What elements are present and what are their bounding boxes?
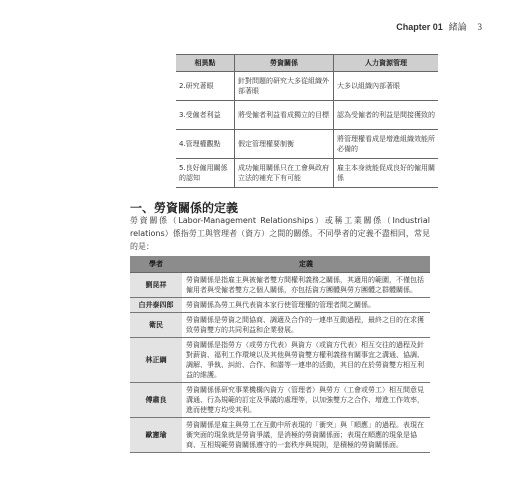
column-header: 人力資源管理 bbox=[334, 55, 439, 72]
column-header: 學者 bbox=[130, 256, 182, 273]
scholar-name: 林正綱 bbox=[130, 338, 182, 383]
intro-paragraph: 勞資關係（Labor-Management Relationships）或稱工業關係（Industrial relations）係指勞工與管理者（資方）之間的關係。不同學者的定義不盡相同，常見的是： bbox=[130, 216, 430, 251]
table-cell: 假定管理權要制衡 bbox=[235, 130, 334, 159]
table-row bbox=[130, 313, 430, 338]
column-header: 勞資關係 bbox=[235, 55, 334, 72]
page-number: 3 bbox=[477, 22, 482, 32]
table-cell: 雇主本身就能促成良好的僱用關係 bbox=[334, 159, 439, 188]
definition-text: 勞資關係是雇主與勞工在互動中所表現的「衝突」與「順應」的過程。表現在衝突面的現象就是勞資爭議，是消極的勞資關係面；表現在順應的現象是協商、互相規範勞資關係遵守的一套秩序與規則，是積極的勞資關係面。 bbox=[182, 418, 430, 453]
column-header: 定義 bbox=[182, 256, 430, 273]
definition-text: 勞資關係係研究事業機構內資方（管理者）與勞方（工會或勞工）相互間意見溝通、行為規範的訂定及爭議的處理等，以加強雙方之合作、增進工作效率，進而使雙方均受其利。 bbox=[182, 383, 430, 418]
table-cell: 2.研究著眼 bbox=[176, 72, 235, 101]
table-cell: 3.受僱者利益 bbox=[176, 101, 235, 130]
definition-text: 勞資關係是勞資之間協商、調適及合作的一連串互動過程，最終之目的在求獲致勞資雙方的共同利益和企業發展。 bbox=[182, 313, 430, 338]
running-header bbox=[396, 20, 482, 33]
section-heading: 一、勞資關係的定義 bbox=[130, 201, 239, 215]
table-cell: 針對問題的研究大多從組織外部著眼 bbox=[235, 72, 334, 101]
chapter-label: Chapter 01 bbox=[396, 22, 443, 32]
comparison-table bbox=[176, 54, 438, 188]
table-cell: 成功僱用關係只在工會與政府立法的補充下有可能 bbox=[235, 159, 334, 188]
table-cell: 將管理權看成是增進組織效能所必備的 bbox=[334, 130, 439, 159]
table-cell: 大多以組織內部著眼 bbox=[334, 72, 439, 101]
table-row bbox=[130, 298, 430, 313]
scholar-name: 傅肅良 bbox=[130, 383, 182, 418]
table-row bbox=[176, 101, 438, 130]
table-cell: 4.管理權觀點 bbox=[176, 130, 235, 159]
definition-text: 勞資關係為勞工與代表資本家行使管理權的管理者間之關係。 bbox=[182, 298, 430, 313]
chapter-title: 緒論 bbox=[448, 23, 467, 33]
table-row bbox=[176, 159, 438, 188]
table-row bbox=[176, 72, 438, 101]
table-cell: 認為受僱者的利益是間接獲致的 bbox=[334, 101, 439, 130]
table-row bbox=[130, 383, 430, 418]
table-cell: 5.良好僱用關係的認知 bbox=[176, 159, 235, 188]
scholar-name: 衛民 bbox=[130, 313, 182, 338]
definition-text: 勞資關係是指雇主與被僱者雙方間權利義務之關係，其適用的範圍，不僅包括僱用者與受僱者雙方之個人關係，亦包括資方團體與勞方團體之群體關係。 bbox=[182, 273, 430, 298]
scholar-name: 白井泰四郎 bbox=[130, 298, 182, 313]
table-row bbox=[176, 130, 438, 159]
definitions-table-header bbox=[130, 256, 430, 273]
definition-text: 勞資關係是指勞方（或勞方代表）與資方（或資方代表）相互交往的過程及針對薪資、福利工作環境以及其他與勞資雙方權利義務有關事宜之溝通、協調、調解、爭執、糾紛、合作、和諧等一連串的活動，其目的在於勞資雙方相互利益的維護。 bbox=[182, 338, 430, 383]
table-cell: 將受僱者利益看成獨立的目標 bbox=[235, 101, 334, 130]
table-row bbox=[130, 338, 430, 383]
scholar-name: 劉昆祥 bbox=[130, 273, 182, 298]
column-header: 相異點 bbox=[176, 55, 235, 72]
table-row bbox=[130, 418, 430, 453]
table-row bbox=[130, 273, 430, 298]
comparison-table-header bbox=[176, 55, 438, 72]
definitions-table bbox=[130, 256, 430, 453]
scholar-name: 歐憲瑜 bbox=[130, 418, 182, 453]
